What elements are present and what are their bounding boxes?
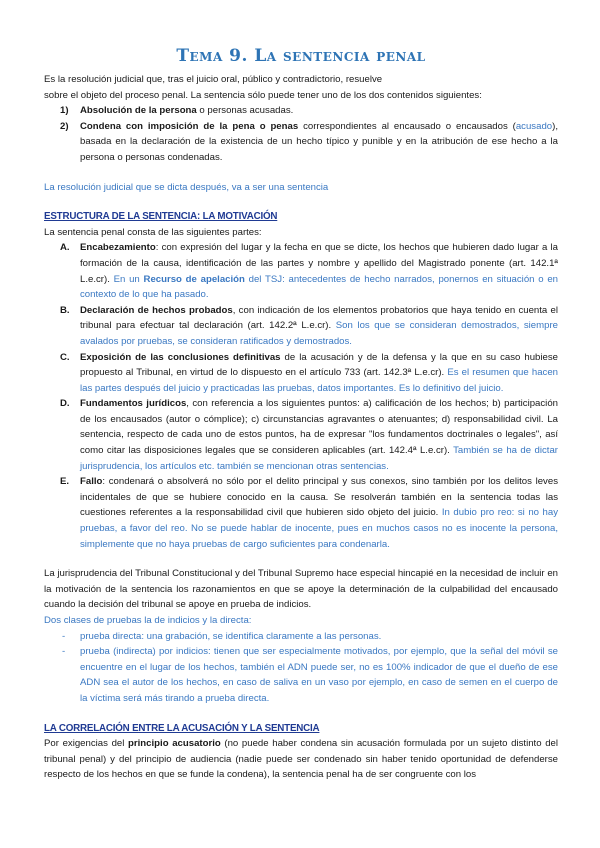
annotation-bold: Recurso de apelación bbox=[143, 273, 245, 285]
bold-term: principio acusatorio bbox=[128, 738, 221, 750]
annotation-text: También se ha de dictar jurisprudencia, los artículos etc. también se mencionan otras sentencias. bbox=[80, 445, 558, 472]
contents-list bbox=[44, 103, 558, 165]
list-marker: D. bbox=[60, 398, 70, 410]
list-item bbox=[44, 350, 558, 397]
list-marker: A. bbox=[60, 242, 70, 254]
item-text: prueba directa: una grabación, se identifica claramente a las personas. bbox=[80, 630, 382, 642]
section-heading-correlation: LA CORRELACIÓN ENTRE LA ACUSACIÓN Y LA SENTENCIA bbox=[44, 722, 320, 734]
list-marker: B. bbox=[60, 304, 70, 316]
intro-paragraph bbox=[44, 72, 558, 103]
list-item bbox=[44, 644, 558, 706]
annotation-note: La resolución judicial que se dicta después, va a ser una sentencia bbox=[44, 181, 329, 193]
bold-term: Absolución de la persona bbox=[80, 105, 197, 117]
item-text: : con expresión del lugar y la fecha en que se dicte, los hechos que hubieren dado lugar a la formación de la causa, identificación de las partes y nombre y apellido del Magistrado ponente (art. 142.1ª L.e.cr). bbox=[80, 242, 558, 285]
bold-term: Exposición de las conclusiones definitivas bbox=[80, 351, 281, 363]
evidence-list bbox=[44, 629, 558, 707]
bold-term: Condena con imposición de la pena o penas bbox=[80, 120, 299, 132]
paragraph-text: Por exigencias del bbox=[44, 738, 129, 750]
bold-term: Declaración de hechos probados bbox=[80, 304, 233, 316]
page-title: Tema 9. La sentencia penal bbox=[176, 46, 426, 66]
list-marker: 1) bbox=[60, 105, 69, 117]
list-marker: E. bbox=[60, 476, 70, 488]
item-text: prueba (indirecta) por indicios: tienen que ser especialmente motivados, por ejemplo, que la señal del móvil se encuentre en el lugar de los hechos, también el ADN puede ser, no es 100% indicador de que el dueño de ese ADN sea el autor de los hechos, en caso de saliva en un vaso por ejemplo, en caso de semen en el cuerpo de la víctima será más tirando a prueba directa. bbox=[80, 646, 558, 704]
annotation-text: Es el resumen que hacen las partes después del juicio y practicadas las pruebas, datos importantes. Es lo definitivo del juicio. bbox=[80, 367, 558, 394]
item-text: , con indicación de los elementos probatorios que haya tenido en cuenta el tribunal para efectuar tal declaración (art. 142.2ª L.e.cr). bbox=[80, 304, 558, 332]
list-marker: 2) bbox=[60, 120, 69, 132]
bold-term: Encabezamiento bbox=[80, 242, 156, 254]
list-item bbox=[44, 629, 558, 645]
jurisprudence-paragraph: La jurisprudencia del Tribunal Constitucional y del Tribunal Supremo hace especial hincapié en la necesidad de incluir en la motivación de la sentencia los razonamientos en que se apoye la determinación de la culpabilidad del encausado cuando la decisión del tribunal se apoye en prueba de indicios. bbox=[44, 568, 558, 611]
section-lead: La sentencia penal consta de las siguientes partes: bbox=[44, 226, 262, 238]
item-text: o personas acusadas. bbox=[196, 105, 294, 117]
list-marker: C. bbox=[60, 351, 70, 363]
annotation-text: In dubio pro reo: si no hay pruebas, a favor del reo. No se puede hablar de inocente, pues en muchos casos no es inocente la persona, simplemente que no haya pruebas de cargo suficientes para condenarla. bbox=[80, 507, 558, 550]
correlation-paragraph bbox=[44, 736, 558, 783]
bold-term: Fallo bbox=[80, 476, 103, 488]
paragraph-text: (no puede haber condena sin acusación formulada por un sujeto distinto del tribunal penal) y del principio de audiencia (nadie puede ser condenado sin haber tenido oportunidad de defenderse respecto de los hechos en que se funde la condena), la sentencia penal ha de ser congruente con los bbox=[44, 738, 558, 781]
annotation-text: En un bbox=[109, 273, 144, 285]
item-text: ), basada en la declaración de la existencia de un hecho típico y punible y en la atribución de ese hecho a la persona o personas condenadas. bbox=[80, 120, 558, 163]
list-item bbox=[44, 303, 558, 350]
list-item bbox=[44, 474, 558, 552]
annotation-text: acusado bbox=[515, 120, 553, 132]
bold-term: Fundamentos jurídicos bbox=[80, 398, 187, 410]
section-heading-structure: ESTRUCTURA DE LA SENTENCIA: LA MOTIVACIÓN bbox=[44, 211, 278, 223]
item-text: correspondientes al encausado o encausados ( bbox=[298, 120, 516, 132]
list-marker: - bbox=[62, 630, 66, 642]
evidence-lead: Dos clases de pruebas la de indicios y la directa: bbox=[44, 615, 252, 626]
annotation-text: del TSJ: antecedentes de hecho narrados, ponernos en situación o en contexto de lo que ha pasado. bbox=[80, 273, 558, 301]
list-marker: - bbox=[62, 646, 66, 658]
intro-line-2: sobre el objeto del proceso penal. La sentencia sólo puede tener uno de los dos contenidos siguientes: bbox=[44, 89, 482, 101]
item-text: , con referencia a los siguientes puntos: a) calificación de los hechos; b) participación de los encausados (autor o cómplice); c) circunstancias agravantes o atenuantes; d) responsabilidad civil. La sentencia, respecto de cada uno de estos puntos, ha de expresar "los fundamentos doctrinales o legales", así como citar las disposiciones legales que se consideren aplicables (art. 142.4ª L.e.cr). bbox=[80, 398, 558, 457]
item-text: : condenará o absolverá no sólo por el delito principal y sus conexos, sino también por los delitos leves incidentales de que se hubiere conocido en la causa. Se resolverán también en la sentencia todas las cuestiones referentes a la responsabilidad civil que hubieren sido objeto del juicio. bbox=[80, 476, 558, 519]
intro-line-1: Es la resolución judicial que, tras el juicio oral, público y contradictorio, resuelve bbox=[44, 74, 383, 85]
list-item bbox=[44, 103, 558, 119]
list-item bbox=[44, 240, 558, 302]
item-text: de la acusación y de la defensa y la que en su caso hubiese propuesto al Tribunal, en virtud de lo dispuesto en el artículo 733 (art. 142.3ª L.e.cr). bbox=[80, 351, 558, 379]
list-item bbox=[44, 119, 558, 166]
annotation-text: Son los que se consideran demostrados, siempre avalados por pruebas, se consideran ratificados y demostrados. bbox=[80, 320, 558, 347]
list-item bbox=[44, 396, 558, 474]
structure-list bbox=[44, 240, 558, 552]
